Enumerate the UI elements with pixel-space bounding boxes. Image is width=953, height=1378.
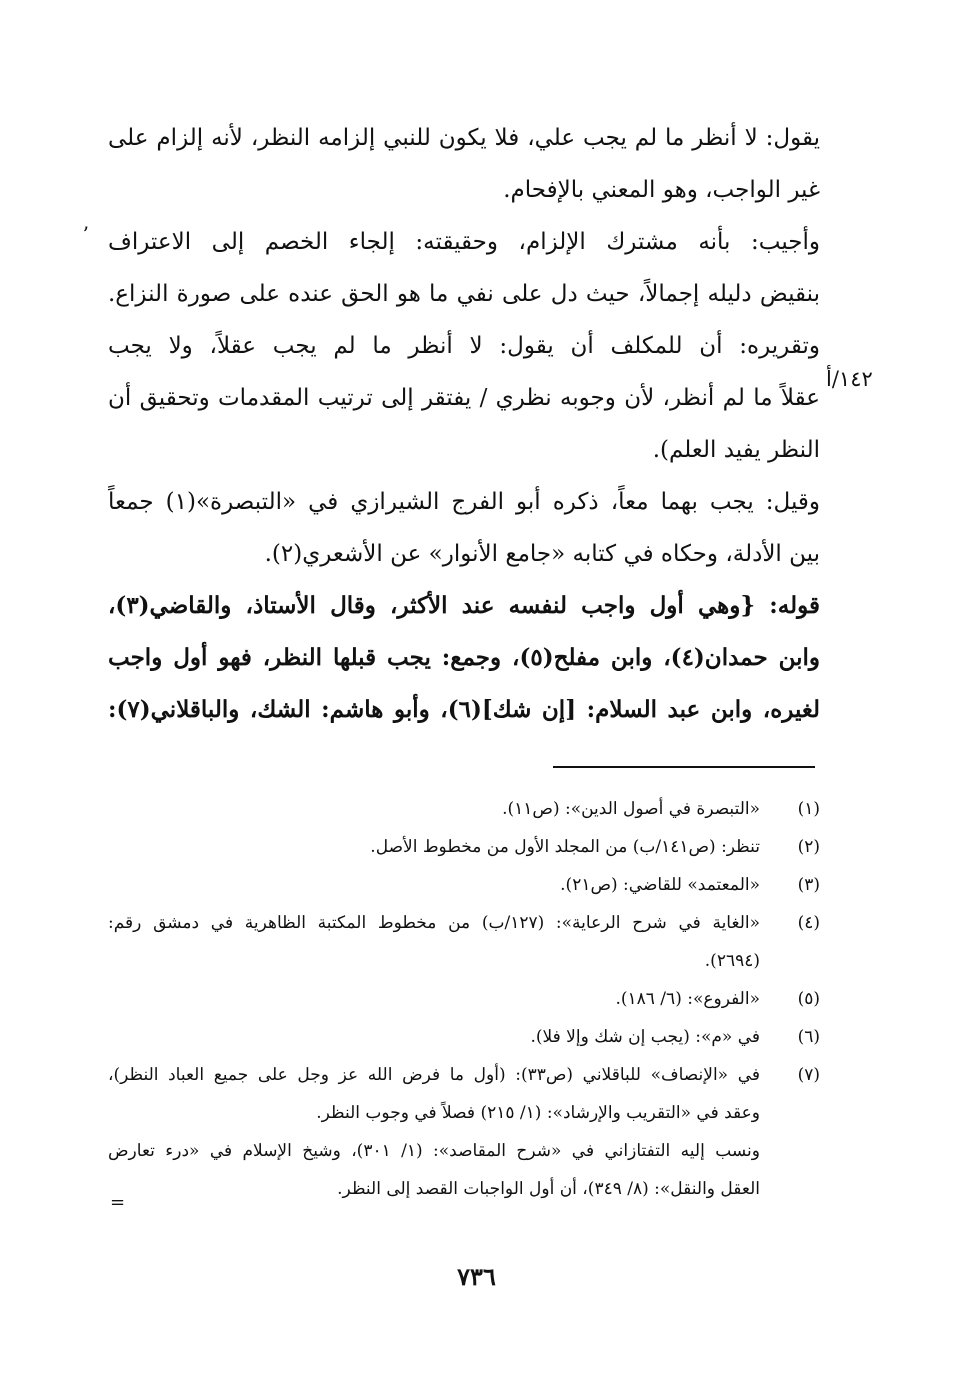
footnote-text: «الفروع»: (٦/ ١٨٦). [615, 989, 760, 1009]
footnote-number: (١) [797, 799, 820, 819]
page-number: ٧٣٦ [457, 1262, 496, 1291]
footnote-number: (٦) [797, 1027, 820, 1047]
footnote-separator [553, 766, 815, 768]
footnote-number: (٣) [797, 875, 820, 895]
footnote-item [108, 1018, 820, 1056]
text-line: وتقريره: أن للمكلف أن يقول: لا أنظر ما لم يجب عقلاً، ولا يجب [108, 333, 820, 359]
footnotes [108, 790, 820, 1208]
footnote-number: (٤) [797, 913, 820, 933]
footnote-text: العقل والنقل»: (٨/ ٣٤٩)، أن أول الواجبات القصد إلى النظر. [337, 1179, 760, 1199]
margin-mark: ʼ [82, 222, 89, 246]
footnote-number: (٧) [797, 1065, 820, 1085]
footnote-number: (٥) [797, 989, 820, 1009]
text-line: عقلاً ما لم أنظر، لأن وجوبه نظري / يفتقر إلى ترتيب المقدمات وتحقيق أن [108, 385, 820, 411]
text-line: بين الأدلة، وحكاه في كتابه «جامع الأنوار» عن الأشعري(٢). [264, 541, 820, 567]
footnote-item [108, 1056, 820, 1094]
footnote-text: «التبصرة في أصول الدين»: (ص١١). [502, 799, 760, 819]
text-line: وقيل: يجب بهما معاً، ذكره أبو الفرج الشيرازي في «التبصرة»(١) جمعاً [108, 489, 821, 515]
footnote-continuation [108, 942, 820, 980]
footnote-text: «المعتمد» للقاضي: (ص٢١). [560, 875, 760, 895]
continuation-mark: = [110, 1192, 126, 1213]
footnote-item [108, 828, 820, 866]
footnote-text: «الغاية في شرح الرعاية»: (١٢٧/ب) من مخطوط المكتبة الظاهرية في دمشق رقم: [108, 913, 760, 933]
text-line-bold: وابن حمدان(٤)، وابن مفلح(٥)، وجمع: يجب قبلها النظر، فهو أول واجب [108, 644, 820, 671]
footnote-text: ونسب إليه التفتازاني في «شرح المقاصد»: (١/ ٣٠١)، وشيخ الإسلام في «درء تعارض [108, 1141, 760, 1161]
footnote-text: في «م»: (يجب إن شك وإلا فلا). [530, 1027, 760, 1047]
footnote-continuation [108, 1094, 820, 1132]
main-text [108, 112, 820, 736]
text-line-bold: قوله: {وهي أول واجب لنفسه عند الأكثر، وقال الأستاذ، والقاضي(٣)، [108, 592, 820, 619]
text-line-bold: لغيره، وابن عبد السلام: [إن شك](٦)، وأبو هاشم: الشك، والباقلاني(٧): [108, 696, 820, 723]
text-line: بنقيض دليله إجمالاً، حيث دل على نفي ما هو الحق عنده على صورة النزاع. [108, 281, 820, 307]
text-line: غير الواجب، وهو المعني بالإفحام. [503, 177, 820, 203]
text-line: وأجيب: بأنه مشترك الإلزام، وحقيقته: إلجاء الخصم إلى الاعتراف [108, 229, 820, 255]
footnote-number: (٢) [797, 837, 820, 857]
manuscript-folio-reference: ١٤٢/أ [826, 367, 873, 391]
footnote-item [108, 790, 820, 828]
text-line: النظر يفيد العلم). [652, 437, 820, 463]
footnote-item [108, 904, 820, 942]
text-line: يقول: لا أنظر ما لم يجب علي، فلا يكون للنبي إلزامه النظر، لأنه إلزام على [108, 125, 820, 151]
footnote-continuation [108, 1170, 820, 1208]
footnote-item [108, 866, 820, 904]
footnote-text: في «الإنصاف» للباقلاني (ص٣٣): (أول ما فرض الله عز وجل على جميع العباد النظر)، [108, 1065, 760, 1085]
footnote-text: (٢٦٩٤). [704, 951, 760, 971]
footnote-text: تنظر: (ص١٤١/ب) من المجلد الأول من مخطوط الأصل. [370, 837, 760, 857]
footnote-text: وعقد في «التقريب والإرشاد»: (١/ ٢١٥) فصلاً في وجوب النظر. [316, 1103, 760, 1123]
footnote-continuation [108, 1132, 820, 1170]
footnote-item [108, 980, 820, 1018]
